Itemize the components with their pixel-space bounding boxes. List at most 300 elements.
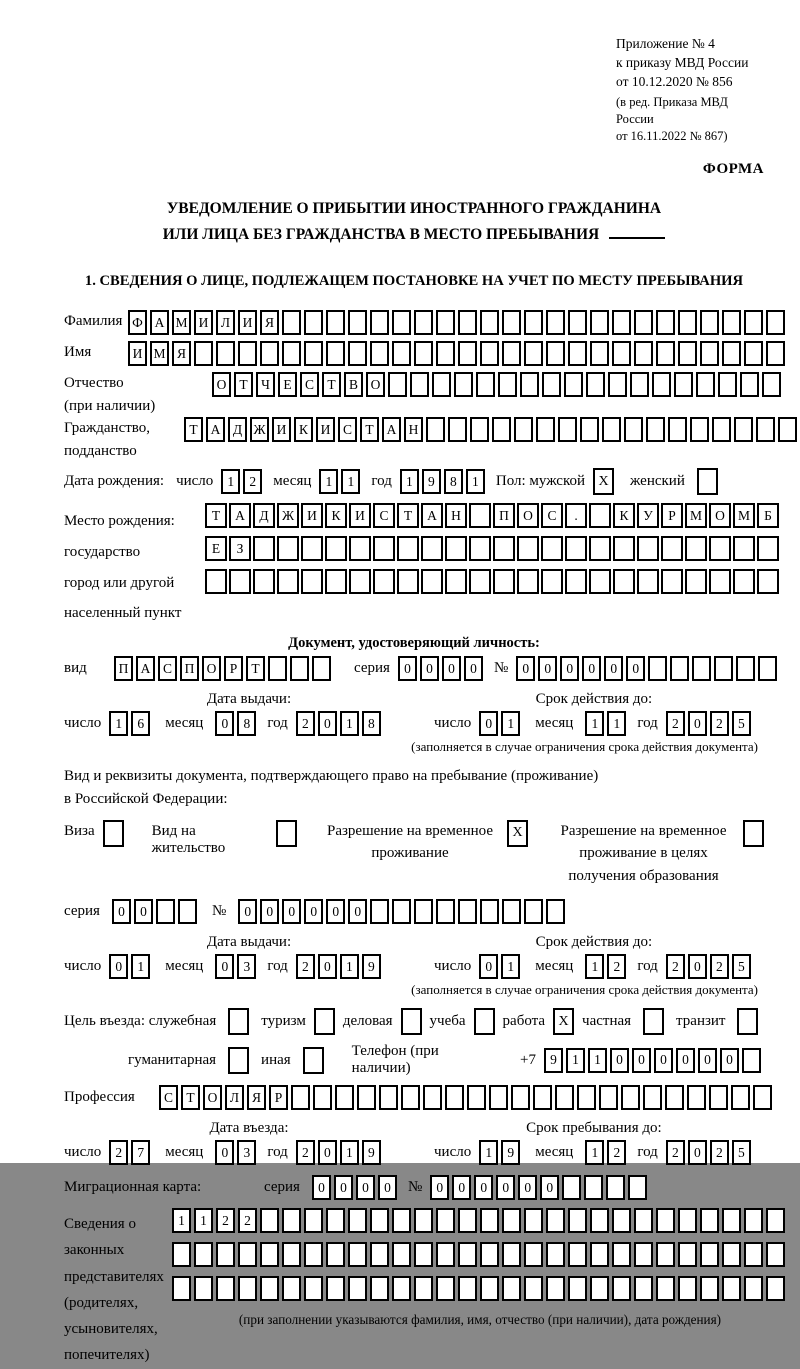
form-cell[interactable] (156, 899, 175, 924)
form-cell[interactable]: 0 (688, 711, 707, 736)
form-cell[interactable] (238, 1242, 257, 1267)
form-cell[interactable] (370, 341, 389, 366)
form-cell[interactable] (304, 1242, 323, 1267)
form-cell[interactable] (568, 1242, 587, 1267)
form-cell[interactable]: 1 (588, 1048, 607, 1073)
form-cell[interactable] (766, 1242, 785, 1267)
form-cell[interactable]: 0 (560, 656, 579, 681)
form-cell[interactable] (733, 569, 755, 594)
form-cell[interactable] (762, 372, 781, 397)
form-cell[interactable]: 1 (585, 1140, 604, 1165)
form-cell[interactable] (349, 569, 371, 594)
form-cell[interactable] (335, 1085, 354, 1110)
form-cell[interactable]: Р (269, 1085, 288, 1110)
form-cell[interactable]: 0 (112, 899, 131, 924)
form-cell[interactable]: 0 (430, 1175, 449, 1200)
form-cell[interactable] (467, 1085, 486, 1110)
form-cell[interactable]: И (301, 503, 323, 528)
form-cell[interactable]: К (325, 503, 347, 528)
form-cell[interactable] (436, 1208, 455, 1233)
purpose-tourism-checkbox[interactable] (314, 1008, 335, 1035)
form-cell[interactable] (392, 1242, 411, 1267)
form-cell[interactable]: 0 (479, 711, 498, 736)
form-cell[interactable]: 0 (676, 1048, 695, 1073)
form-cell[interactable]: А (229, 503, 251, 528)
form-cell[interactable]: 0 (318, 711, 337, 736)
form-cell[interactable]: Ж (277, 503, 299, 528)
form-cell[interactable]: Е (278, 372, 297, 397)
form-cell[interactable] (533, 1085, 552, 1110)
form-cell[interactable] (373, 569, 395, 594)
form-cell[interactable] (740, 372, 759, 397)
form-cell[interactable] (758, 656, 777, 681)
form-cell[interactable]: 0 (538, 656, 557, 681)
form-cell[interactable]: Т (322, 372, 341, 397)
form-cell[interactable] (458, 1276, 477, 1301)
form-cell[interactable] (304, 341, 323, 366)
form-cell[interactable] (674, 372, 693, 397)
form-cell[interactable]: 2 (710, 1140, 729, 1165)
form-cell[interactable] (414, 1242, 433, 1267)
form-cell[interactable]: 0 (348, 899, 367, 924)
form-cell[interactable] (229, 569, 251, 594)
form-cell[interactable]: И (238, 310, 257, 335)
form-cell[interactable] (392, 310, 411, 335)
form-cell[interactable] (634, 341, 653, 366)
form-cell[interactable] (589, 536, 611, 561)
form-cell[interactable] (678, 341, 697, 366)
form-cell[interactable] (282, 310, 301, 335)
form-cell[interactable] (410, 372, 429, 397)
form-cell[interactable] (260, 1276, 279, 1301)
form-cell[interactable] (492, 417, 511, 442)
form-cell[interactable]: О (517, 503, 539, 528)
form-cell[interactable]: 1 (340, 1140, 359, 1165)
form-cell[interactable] (205, 569, 227, 594)
form-cell[interactable] (458, 341, 477, 366)
form-cell[interactable]: И (128, 341, 147, 366)
form-cell[interactable] (436, 1242, 455, 1267)
form-cell[interactable] (432, 372, 451, 397)
form-cell[interactable]: 1 (109, 711, 128, 736)
form-cell[interactable]: 1 (466, 469, 485, 494)
form-cell[interactable] (524, 1276, 543, 1301)
form-cell[interactable] (502, 1208, 521, 1233)
form-cell[interactable] (436, 899, 455, 924)
form-cell[interactable] (696, 372, 715, 397)
form-cell[interactable]: 0 (304, 899, 323, 924)
form-cell[interactable]: 0 (464, 656, 483, 681)
form-cell[interactable] (568, 310, 587, 335)
form-cell[interactable] (700, 310, 719, 335)
form-cell[interactable] (565, 569, 587, 594)
form-cell[interactable] (216, 1276, 235, 1301)
form-cell[interactable] (678, 1276, 697, 1301)
form-cell[interactable]: Т (205, 503, 227, 528)
form-cell[interactable] (541, 569, 563, 594)
form-cell[interactable] (558, 417, 577, 442)
form-cell[interactable]: . (565, 503, 587, 528)
form-cell[interactable] (370, 310, 389, 335)
form-cell[interactable]: Т (234, 372, 253, 397)
form-cell[interactable] (301, 569, 323, 594)
form-cell[interactable]: С (541, 503, 563, 528)
form-cell[interactable] (586, 372, 605, 397)
form-cell[interactable] (423, 1085, 442, 1110)
form-cell[interactable]: 9 (362, 1140, 381, 1165)
form-cell[interactable]: А (421, 503, 443, 528)
sex-female-checkbox[interactable] (697, 468, 718, 495)
form-cell[interactable] (668, 417, 687, 442)
form-cell[interactable] (612, 1276, 631, 1301)
form-cell[interactable] (178, 899, 197, 924)
form-cell[interactable]: 0 (496, 1175, 515, 1200)
form-cell[interactable] (517, 569, 539, 594)
form-cell[interactable]: Т (184, 417, 203, 442)
form-cell[interactable] (546, 1242, 565, 1267)
form-cell[interactable]: 9 (422, 469, 441, 494)
form-cell[interactable]: 1 (501, 711, 520, 736)
form-cell[interactable] (722, 310, 741, 335)
form-cell[interactable]: 0 (215, 1140, 234, 1165)
form-cell[interactable]: Я (172, 341, 191, 366)
temp-residence-education-checkbox[interactable] (743, 820, 764, 847)
form-cell[interactable] (606, 1175, 625, 1200)
form-cell[interactable] (348, 1276, 367, 1301)
form-cell[interactable] (458, 310, 477, 335)
form-cell[interactable] (685, 569, 707, 594)
form-cell[interactable]: К (294, 417, 313, 442)
form-cell[interactable]: 2 (296, 1140, 315, 1165)
form-cell[interactable] (555, 1085, 574, 1110)
form-cell[interactable] (646, 417, 665, 442)
form-cell[interactable] (656, 341, 675, 366)
form-cell[interactable] (493, 536, 515, 561)
form-cell[interactable] (541, 536, 563, 561)
form-cell[interactable] (565, 536, 587, 561)
form-cell[interactable] (370, 1208, 389, 1233)
form-cell[interactable]: 9 (501, 1140, 520, 1165)
form-cell[interactable] (656, 1208, 675, 1233)
form-cell[interactable] (643, 1085, 662, 1110)
form-cell[interactable]: Л (216, 310, 235, 335)
form-cell[interactable] (436, 310, 455, 335)
purpose-study-checkbox[interactable] (474, 1008, 495, 1035)
form-cell[interactable] (326, 1242, 345, 1267)
form-cell[interactable]: 1 (194, 1208, 213, 1233)
form-cell[interactable]: 1 (607, 711, 626, 736)
form-cell[interactable] (194, 341, 213, 366)
form-cell[interactable]: 1 (585, 954, 604, 979)
form-cell[interactable] (401, 1085, 420, 1110)
form-cell[interactable]: М (733, 503, 755, 528)
form-cell[interactable] (325, 536, 347, 561)
purpose-private-checkbox[interactable] (643, 1008, 664, 1035)
form-cell[interactable]: 5 (732, 1140, 751, 1165)
form-cell[interactable] (700, 1208, 719, 1233)
form-cell[interactable]: 7 (131, 1140, 150, 1165)
form-cell[interactable] (502, 1276, 521, 1301)
form-cell[interactable] (480, 1242, 499, 1267)
form-cell[interactable]: О (366, 372, 385, 397)
form-cell[interactable] (602, 417, 621, 442)
form-cell[interactable]: О (709, 503, 731, 528)
form-cell[interactable]: В (344, 372, 363, 397)
form-cell[interactable] (476, 372, 495, 397)
form-cell[interactable] (546, 341, 565, 366)
form-cell[interactable] (742, 1048, 761, 1073)
form-cell[interactable] (290, 656, 309, 681)
form-cell[interactable] (584, 1175, 603, 1200)
form-cell[interactable]: 0 (540, 1175, 559, 1200)
form-cell[interactable]: 2 (710, 711, 729, 736)
form-cell[interactable]: И (272, 417, 291, 442)
form-cell[interactable] (766, 1276, 785, 1301)
form-cell[interactable] (517, 536, 539, 561)
form-cell[interactable] (388, 372, 407, 397)
form-cell[interactable]: П (114, 656, 133, 681)
form-cell[interactable]: Л (225, 1085, 244, 1110)
form-cell[interactable] (590, 1242, 609, 1267)
form-cell[interactable] (260, 1242, 279, 1267)
form-cell[interactable] (744, 341, 763, 366)
form-cell[interactable] (514, 417, 533, 442)
visa-checkbox[interactable] (103, 820, 124, 847)
purpose-humanitarian-checkbox[interactable] (228, 1047, 249, 1074)
form-cell[interactable] (392, 899, 411, 924)
form-cell[interactable]: К (613, 503, 635, 528)
form-cell[interactable] (448, 417, 467, 442)
form-cell[interactable] (370, 1276, 389, 1301)
form-cell[interactable] (634, 1276, 653, 1301)
form-cell[interactable] (348, 1242, 367, 1267)
form-cell[interactable]: 2 (607, 1140, 626, 1165)
form-cell[interactable] (757, 569, 779, 594)
form-cell[interactable]: 0 (378, 1175, 397, 1200)
form-cell[interactable]: 0 (134, 899, 153, 924)
form-cell[interactable] (282, 1242, 301, 1267)
form-cell[interactable]: М (685, 503, 707, 528)
form-cell[interactable] (613, 569, 635, 594)
form-cell[interactable]: Т (360, 417, 379, 442)
form-cell[interactable] (524, 341, 543, 366)
form-cell[interactable] (480, 310, 499, 335)
form-cell[interactable]: О (203, 1085, 222, 1110)
form-cell[interactable] (469, 536, 491, 561)
form-cell[interactable] (656, 310, 675, 335)
form-cell[interactable] (373, 536, 395, 561)
form-cell[interactable] (397, 536, 419, 561)
form-cell[interactable]: У (637, 503, 659, 528)
form-cell[interactable] (709, 1085, 728, 1110)
form-cell[interactable] (678, 1242, 697, 1267)
form-cell[interactable] (766, 310, 785, 335)
form-cell[interactable] (493, 569, 515, 594)
form-cell[interactable] (326, 341, 345, 366)
form-cell[interactable] (733, 536, 755, 561)
form-cell[interactable] (260, 1208, 279, 1233)
form-cell[interactable] (172, 1276, 191, 1301)
form-cell[interactable] (194, 1276, 213, 1301)
form-cell[interactable]: 0 (109, 954, 128, 979)
form-cell[interactable]: М (172, 310, 191, 335)
form-cell[interactable]: И (316, 417, 335, 442)
form-cell[interactable]: 2 (296, 954, 315, 979)
form-cell[interactable] (722, 1208, 741, 1233)
form-cell[interactable]: 0 (688, 954, 707, 979)
form-cell[interactable] (621, 1085, 640, 1110)
form-cell[interactable] (392, 1208, 411, 1233)
form-cell[interactable] (502, 310, 521, 335)
form-cell[interactable] (612, 1242, 631, 1267)
form-cell[interactable] (778, 417, 797, 442)
form-cell[interactable] (216, 341, 235, 366)
form-cell[interactable]: Ж (250, 417, 269, 442)
form-cell[interactable] (624, 417, 643, 442)
form-cell[interactable] (756, 417, 775, 442)
form-cell[interactable]: 2 (238, 1208, 257, 1233)
form-cell[interactable]: 2 (607, 954, 626, 979)
form-cell[interactable]: 2 (243, 469, 262, 494)
form-cell[interactable] (458, 899, 477, 924)
form-cell[interactable]: П (180, 656, 199, 681)
residence-permit-checkbox[interactable] (276, 820, 297, 847)
purpose-business-checkbox[interactable] (401, 1008, 422, 1035)
form-cell[interactable]: 0 (474, 1175, 493, 1200)
form-cell[interactable] (445, 1085, 464, 1110)
form-cell[interactable]: 1 (172, 1208, 191, 1233)
form-cell[interactable] (589, 569, 611, 594)
form-cell[interactable] (670, 656, 689, 681)
form-cell[interactable] (648, 656, 667, 681)
form-cell[interactable] (282, 1208, 301, 1233)
form-cell[interactable]: 0 (720, 1048, 739, 1073)
form-cell[interactable]: 2 (666, 954, 685, 979)
form-cell[interactable] (546, 899, 565, 924)
form-cell[interactable] (590, 310, 609, 335)
form-cell[interactable] (172, 1242, 191, 1267)
form-cell[interactable] (690, 417, 709, 442)
form-cell[interactable] (414, 310, 433, 335)
form-cell[interactable] (502, 899, 521, 924)
form-cell[interactable]: С (373, 503, 395, 528)
form-cell[interactable] (445, 536, 467, 561)
form-cell[interactable] (454, 372, 473, 397)
form-cell[interactable]: Р (661, 503, 683, 528)
form-cell[interactable]: 2 (109, 1140, 128, 1165)
form-cell[interactable]: З (229, 536, 251, 561)
form-cell[interactable] (744, 1276, 763, 1301)
form-cell[interactable]: 0 (215, 711, 234, 736)
form-cell[interactable] (722, 1242, 741, 1267)
form-cell[interactable] (709, 569, 731, 594)
form-cell[interactable] (524, 310, 543, 335)
form-cell[interactable]: Ч (256, 372, 275, 397)
form-cell[interactable] (370, 1242, 389, 1267)
form-cell[interactable]: 0 (452, 1175, 471, 1200)
form-cell[interactable] (253, 569, 275, 594)
form-cell[interactable] (312, 656, 331, 681)
form-cell[interactable]: Р (224, 656, 243, 681)
form-cell[interactable]: Д (228, 417, 247, 442)
form-cell[interactable] (692, 656, 711, 681)
form-cell[interactable] (568, 341, 587, 366)
form-cell[interactable] (744, 1208, 763, 1233)
form-cell[interactable] (470, 417, 489, 442)
purpose-other-checkbox[interactable] (303, 1047, 324, 1074)
form-cell[interactable]: 9 (362, 954, 381, 979)
form-cell[interactable] (282, 341, 301, 366)
form-cell[interactable] (718, 372, 737, 397)
form-cell[interactable]: 5 (732, 711, 751, 736)
form-cell[interactable]: 0 (356, 1175, 375, 1200)
form-cell[interactable] (546, 1276, 565, 1301)
form-cell[interactable]: С (159, 1085, 178, 1110)
form-cell[interactable] (458, 1242, 477, 1267)
form-cell[interactable]: Т (246, 656, 265, 681)
form-cell[interactable]: 0 (238, 899, 257, 924)
form-cell[interactable] (630, 372, 649, 397)
form-cell[interactable] (744, 1242, 763, 1267)
form-cell[interactable]: 0 (688, 1140, 707, 1165)
form-cell[interactable]: 8 (237, 711, 256, 736)
form-cell[interactable]: 3 (237, 1140, 256, 1165)
form-cell[interactable]: 1 (341, 469, 360, 494)
form-cell[interactable] (216, 1242, 235, 1267)
form-cell[interactable] (613, 536, 635, 561)
form-cell[interactable]: 1 (479, 1140, 498, 1165)
form-cell[interactable]: 0 (398, 656, 417, 681)
form-cell[interactable]: 0 (610, 1048, 629, 1073)
form-cell[interactable] (661, 536, 683, 561)
form-cell[interactable]: 1 (131, 954, 150, 979)
form-cell[interactable] (700, 1276, 719, 1301)
form-cell[interactable]: Я (247, 1085, 266, 1110)
form-cell[interactable] (392, 1276, 411, 1301)
form-cell[interactable] (480, 1208, 499, 1233)
purpose-work-checkbox[interactable]: X (553, 1008, 574, 1035)
form-cell[interactable] (326, 1208, 345, 1233)
form-cell[interactable]: 0 (518, 1175, 537, 1200)
form-cell[interactable] (421, 569, 443, 594)
purpose-transit-checkbox[interactable] (737, 1008, 758, 1035)
form-cell[interactable]: Н (445, 503, 467, 528)
form-cell[interactable]: И (194, 310, 213, 335)
form-cell[interactable] (612, 341, 631, 366)
form-cell[interactable] (536, 417, 555, 442)
form-cell[interactable]: 0 (282, 899, 301, 924)
form-cell[interactable] (734, 417, 753, 442)
form-cell[interactable]: 0 (582, 656, 601, 681)
form-cell[interactable] (637, 536, 659, 561)
form-cell[interactable] (590, 1208, 609, 1233)
form-cell[interactable] (562, 1175, 581, 1200)
form-cell[interactable] (392, 341, 411, 366)
form-cell[interactable] (678, 1208, 697, 1233)
form-cell[interactable]: Н (404, 417, 423, 442)
form-cell[interactable]: С (300, 372, 319, 397)
form-cell[interactable]: 2 (666, 1140, 685, 1165)
form-cell[interactable] (700, 1242, 719, 1267)
form-cell[interactable] (665, 1085, 684, 1110)
form-cell[interactable] (268, 656, 287, 681)
form-cell[interactable] (766, 341, 785, 366)
form-cell[interactable] (238, 1276, 257, 1301)
form-cell[interactable]: О (212, 372, 231, 397)
form-cell[interactable] (349, 536, 371, 561)
form-cell[interactable] (580, 417, 599, 442)
temp-residence-checkbox[interactable]: X (507, 820, 528, 847)
